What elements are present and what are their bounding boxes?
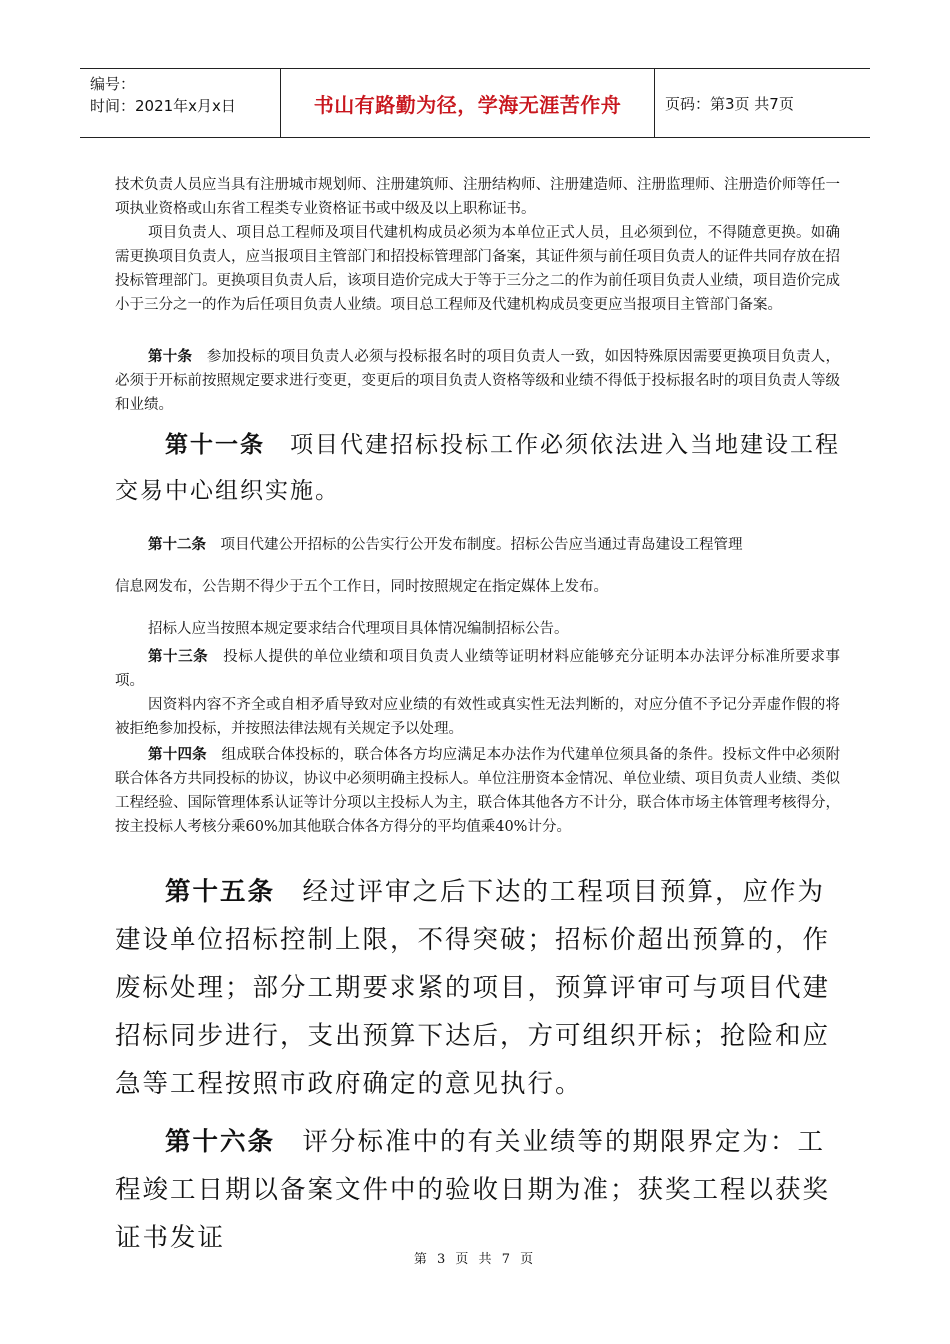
page-header [80, 68, 870, 138]
paragraph-project-leader: 项目负责人、项目总工程师及项目代建机构成员必须为本单位正式人员，且必须到位，不得随意更换。如确需更换项目负责人，应当报项目主管部门和招投标管理部门备案，其证件须与前任项目负责人的证件共同存放在招投标管理部门。更换项目负责人后，该项目造价完成大于等于三分之二的作为前任项目负责人业绩，项目造价完成小于三分之一的作为后任项目负责人业绩。项目总工程师及代建机构成员变更应当报项目主管部门备案。 [115, 225, 840, 313]
paragraph-invalid-materials: 因资料内容不齐全或自相矛盾导致对应业绩的有效性或真实性无法判断的，对应分值不予记分弄虚作假的将被拒绝参加投标，并按照法律法规有关规定予以处理。 [115, 697, 840, 737]
article-13-text: 投标人提供的单位业绩和项目负责人业绩等证明材料应能够充分证明本办法评分标准所要求事项。 [115, 649, 841, 689]
date-label: 时间：2021年x月x日 [90, 97, 236, 115]
article-11-title: 第十一条 [165, 432, 265, 458]
article-16-title: 第十六条 [165, 1127, 276, 1157]
article-10 [115, 345, 840, 417]
article-14-title: 第十四条 [148, 747, 207, 763]
article-13-title: 第十三条 [148, 649, 209, 665]
number-label: 编号： [90, 75, 136, 93]
article-15-title: 第十五条 [165, 877, 276, 907]
header-motto: 书山有路勤为径，学海无涯苦作舟 [280, 69, 655, 137]
article-15 [115, 868, 840, 1108]
article-10-title: 第十条 [148, 349, 193, 365]
article-12-title: 第十二条 [148, 537, 206, 553]
page-footer: 第 3 页 共 7 页 [413, 1252, 537, 1267]
article-12-line2: 信息网发布，公告期不得少于五个工作日，同时按照规定在指定媒体上发布。 [115, 579, 608, 595]
paragraph-notice: 招标人应当按照本规定要求结合代理项目具体情况编制招标公告。 [148, 621, 569, 637]
header-page-label: 页码：第3页 共7页 [665, 94, 794, 113]
header-meta [80, 69, 280, 137]
article-13 [115, 645, 840, 693]
article-10-text: 参加投标的项目负责人必须与投标报名时的项目负责人一致，如因特殊原因需要更换项目负责人，必须于开标前按照规定要求进行变更，变更后的项目负责人资格等级和业绩不得低于投标报名时的项目负责人等级和业绩。 [115, 349, 841, 413]
article-11 [115, 422, 840, 514]
article-12-line1 [115, 533, 840, 557]
article-16 [115, 1118, 840, 1262]
article-15-text: 经过评审之后下达的工程项目预算，应作为建设单位招标控制上限，不得突破；招标价超出预算的，作废标处理；部分工期要求紧的项目，预算评审可与项目代建招标同步进行，支出预算下达后，方可组织开标；抢险和应急等工程按照市政府确定的意见执行。 [115, 877, 831, 1099]
article-14-text: 组成联合体投标的，联合体各方均应满足本办法作为代建单位须具备的条件。投标文件中必须附联合体各方共同投标的协议，协议中必须明确主投标人。单位注册资本金情况、单位业绩、项目负责人业绩、类似工程经验、国际管理体系认证等计分项以主投标人为主，联合体其他各方不计分，联合体市场主体管理考核得分，按主投标人考核分乘60%加其他联合体各方得分的平均值乘40%计分。 [115, 747, 841, 835]
article-11-text: 项目代建招标投标工作必须依法进入当地建设工程交易中心组织实施。 [115, 432, 840, 504]
article-12-text-line1: 项目代建公开招标的公告实行公开发布制度。招标公告应当通过青岛建设工程管理 [220, 537, 743, 553]
article-16-text: 评分标准中的有关业绩等的期限界定为：工程竣工日期以备案文件中的验收日期为准；获奖工程以获奖证书发证 [115, 1127, 831, 1253]
article-14 [115, 743, 840, 839]
paragraph-technical-staff: 技术负责人员应当具有注册城市规划师、注册建筑师、注册结构师、注册建造师、注册监理师、注册造价师等任一项执业资格或山东省工程类专业资格证书或中级及以上职称证书。 [115, 177, 840, 217]
